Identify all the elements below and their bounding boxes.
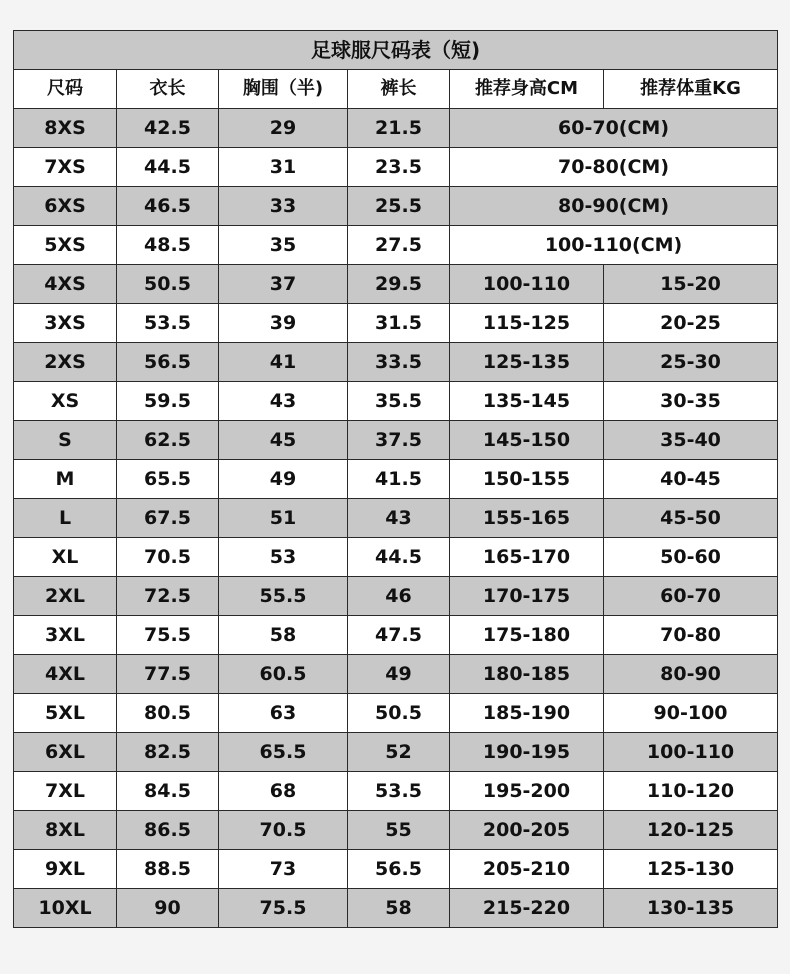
cell-height: 60-70(CM) <box>450 109 778 148</box>
table-row <box>14 304 778 343</box>
cell-pants: 33.5 <box>348 343 450 382</box>
table-row <box>14 343 778 382</box>
cell-chest: 73 <box>219 850 348 889</box>
table-row <box>14 577 778 616</box>
table-row <box>14 148 778 187</box>
cell-height: 200-205 <box>450 811 604 850</box>
cell-weight: 70-80 <box>604 616 778 655</box>
cell-length: 48.5 <box>117 226 219 265</box>
cell-chest: 37 <box>219 265 348 304</box>
cell-weight: 90-100 <box>604 694 778 733</box>
table-row <box>14 382 778 421</box>
table-row <box>14 499 778 538</box>
cell-chest: 75.5 <box>219 889 348 928</box>
cell-pants: 25.5 <box>348 187 450 226</box>
cell-length: 65.5 <box>117 460 219 499</box>
cell-height: 80-90(CM) <box>450 187 778 226</box>
cell-size: 3XS <box>14 304 117 343</box>
cell-length: 75.5 <box>117 616 219 655</box>
table-row <box>14 889 778 928</box>
cell-height: 150-155 <box>450 460 604 499</box>
cell-length: 80.5 <box>117 694 219 733</box>
cell-length: 88.5 <box>117 850 219 889</box>
cell-height: 195-200 <box>450 772 604 811</box>
cell-height: 115-125 <box>450 304 604 343</box>
cell-pants: 37.5 <box>348 421 450 460</box>
cell-weight: 25-30 <box>604 343 778 382</box>
cell-length: 67.5 <box>117 499 219 538</box>
cell-size: 2XS <box>14 343 117 382</box>
cell-height: 215-220 <box>450 889 604 928</box>
header-size: 尺码 <box>14 70 117 109</box>
cell-length: 56.5 <box>117 343 219 382</box>
cell-weight: 35-40 <box>604 421 778 460</box>
cell-length: 42.5 <box>117 109 219 148</box>
header-weight: 推荐体重KG <box>604 70 778 109</box>
cell-length: 72.5 <box>117 577 219 616</box>
cell-weight: 100-110 <box>604 733 778 772</box>
size-table <box>13 30 778 928</box>
cell-size: L <box>14 499 117 538</box>
cell-pants: 35.5 <box>348 382 450 421</box>
size-chart <box>13 30 777 928</box>
cell-height: 170-175 <box>450 577 604 616</box>
cell-pants: 31.5 <box>348 304 450 343</box>
cell-weight: 30-35 <box>604 382 778 421</box>
cell-pants: 43 <box>348 499 450 538</box>
cell-height: 145-150 <box>450 421 604 460</box>
header-pants: 裤长 <box>348 70 450 109</box>
cell-weight: 15-20 <box>604 265 778 304</box>
cell-pants: 52 <box>348 733 450 772</box>
cell-size: 9XL <box>14 850 117 889</box>
cell-chest: 53 <box>219 538 348 577</box>
table-row <box>14 733 778 772</box>
cell-length: 53.5 <box>117 304 219 343</box>
cell-chest: 29 <box>219 109 348 148</box>
cell-length: 84.5 <box>117 772 219 811</box>
cell-size: 3XL <box>14 616 117 655</box>
cell-size: M <box>14 460 117 499</box>
cell-pants: 53.5 <box>348 772 450 811</box>
header-row <box>14 70 778 109</box>
cell-length: 82.5 <box>117 733 219 772</box>
table-row <box>14 772 778 811</box>
cell-chest: 63 <box>219 694 348 733</box>
header-chest: 胸围（半) <box>219 70 348 109</box>
cell-chest: 43 <box>219 382 348 421</box>
cell-height: 125-135 <box>450 343 604 382</box>
cell-size: 2XL <box>14 577 117 616</box>
cell-weight: 125-130 <box>604 850 778 889</box>
cell-pants: 46 <box>348 577 450 616</box>
cell-pants: 44.5 <box>348 538 450 577</box>
cell-size: XS <box>14 382 117 421</box>
cell-length: 86.5 <box>117 811 219 850</box>
cell-weight: 20-25 <box>604 304 778 343</box>
cell-chest: 55.5 <box>219 577 348 616</box>
title-row <box>14 31 778 70</box>
table-title: 足球服尺码表（短) <box>14 31 778 70</box>
cell-length: 62.5 <box>117 421 219 460</box>
cell-weight: 130-135 <box>604 889 778 928</box>
table-row <box>14 265 778 304</box>
cell-chest: 35 <box>219 226 348 265</box>
table-row <box>14 811 778 850</box>
cell-chest: 70.5 <box>219 811 348 850</box>
cell-pants: 56.5 <box>348 850 450 889</box>
cell-size: 10XL <box>14 889 117 928</box>
table-row <box>14 616 778 655</box>
cell-size: 7XS <box>14 148 117 187</box>
cell-size: 6XS <box>14 187 117 226</box>
cell-size: S <box>14 421 117 460</box>
cell-weight: 50-60 <box>604 538 778 577</box>
cell-height: 205-210 <box>450 850 604 889</box>
table-row <box>14 538 778 577</box>
cell-chest: 33 <box>219 187 348 226</box>
table-row <box>14 187 778 226</box>
cell-height: 155-165 <box>450 499 604 538</box>
cell-height: 100-110 <box>450 265 604 304</box>
cell-pants: 49 <box>348 655 450 694</box>
cell-height: 180-185 <box>450 655 604 694</box>
table-row <box>14 850 778 889</box>
cell-chest: 68 <box>219 772 348 811</box>
cell-pants: 27.5 <box>348 226 450 265</box>
cell-height: 100-110(CM) <box>450 226 778 265</box>
table-row <box>14 694 778 733</box>
cell-height: 190-195 <box>450 733 604 772</box>
cell-length: 59.5 <box>117 382 219 421</box>
cell-height: 175-180 <box>450 616 604 655</box>
cell-chest: 60.5 <box>219 655 348 694</box>
cell-height: 185-190 <box>450 694 604 733</box>
cell-pants: 47.5 <box>348 616 450 655</box>
table-row <box>14 109 778 148</box>
cell-length: 70.5 <box>117 538 219 577</box>
cell-size: 4XL <box>14 655 117 694</box>
cell-height: 135-145 <box>450 382 604 421</box>
cell-chest: 41 <box>219 343 348 382</box>
cell-pants: 29.5 <box>348 265 450 304</box>
cell-chest: 65.5 <box>219 733 348 772</box>
cell-weight: 60-70 <box>604 577 778 616</box>
cell-chest: 45 <box>219 421 348 460</box>
cell-chest: 49 <box>219 460 348 499</box>
cell-weight: 80-90 <box>604 655 778 694</box>
cell-pants: 58 <box>348 889 450 928</box>
cell-pants: 21.5 <box>348 109 450 148</box>
cell-pants: 55 <box>348 811 450 850</box>
table-row <box>14 226 778 265</box>
cell-weight: 110-120 <box>604 772 778 811</box>
cell-size: 5XS <box>14 226 117 265</box>
cell-chest: 39 <box>219 304 348 343</box>
cell-length: 77.5 <box>117 655 219 694</box>
cell-size: 4XS <box>14 265 117 304</box>
cell-length: 44.5 <box>117 148 219 187</box>
cell-length: 46.5 <box>117 187 219 226</box>
table-row <box>14 655 778 694</box>
cell-size: 6XL <box>14 733 117 772</box>
table-row <box>14 460 778 499</box>
cell-chest: 31 <box>219 148 348 187</box>
cell-pants: 41.5 <box>348 460 450 499</box>
cell-height: 165-170 <box>450 538 604 577</box>
cell-length: 50.5 <box>117 265 219 304</box>
header-height: 推荐身高CM <box>450 70 604 109</box>
header-length: 衣长 <box>117 70 219 109</box>
cell-pants: 23.5 <box>348 148 450 187</box>
table-row <box>14 421 778 460</box>
cell-weight: 40-45 <box>604 460 778 499</box>
table-body <box>14 31 778 928</box>
cell-size: 8XL <box>14 811 117 850</box>
cell-size: 8XS <box>14 109 117 148</box>
cell-size: 5XL <box>14 694 117 733</box>
cell-weight: 120-125 <box>604 811 778 850</box>
cell-height: 70-80(CM) <box>450 148 778 187</box>
cell-chest: 58 <box>219 616 348 655</box>
cell-weight: 45-50 <box>604 499 778 538</box>
cell-pants: 50.5 <box>348 694 450 733</box>
cell-size: XL <box>14 538 117 577</box>
cell-chest: 51 <box>219 499 348 538</box>
cell-size: 7XL <box>14 772 117 811</box>
cell-length: 90 <box>117 889 219 928</box>
